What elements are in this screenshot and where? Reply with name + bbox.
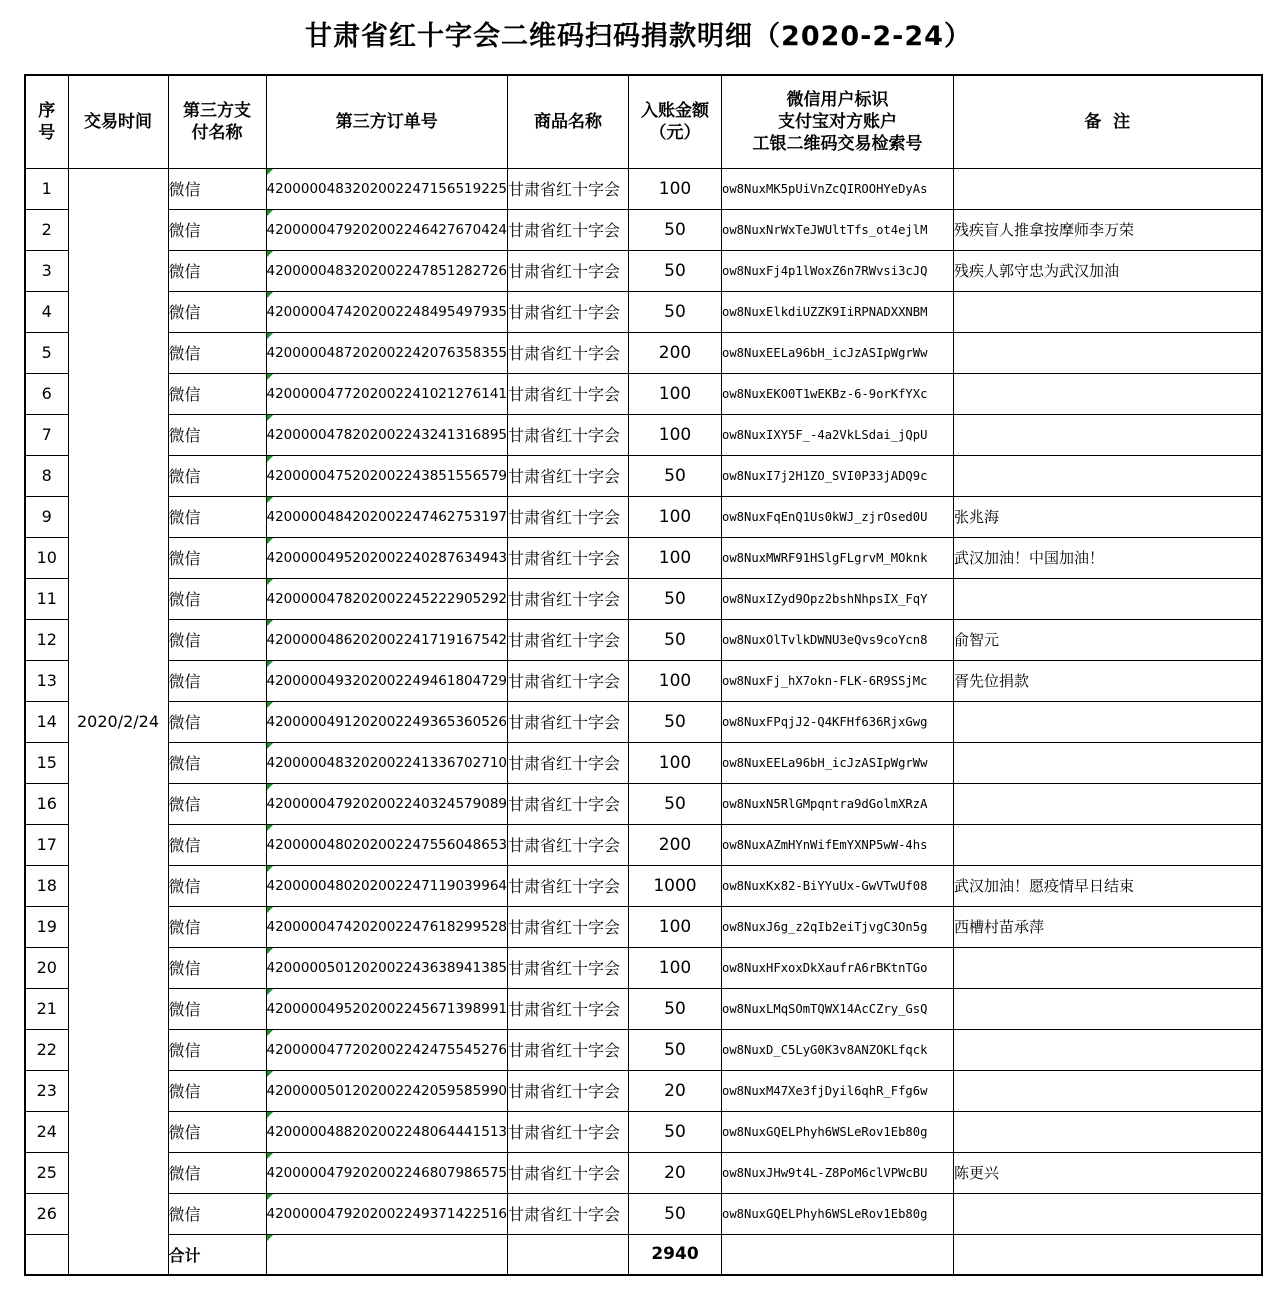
note	[954, 1070, 1262, 1111]
user-id: ow8NuxLMqSOmTQWX14AcCZry_GsQ	[722, 988, 954, 1029]
table-row	[25, 209, 1262, 250]
order-number: 4200000501202002243638941385	[266, 947, 508, 988]
table-row	[25, 947, 1262, 988]
total-user-empty	[722, 1234, 954, 1275]
user-id: ow8NuxFPqjJ2-Q4KFHf636RjxGwg	[722, 701, 954, 742]
table-row	[25, 660, 1262, 701]
note	[954, 373, 1262, 414]
payment-method: 微信	[168, 660, 266, 701]
note: 残疾人郭守忠为武汉加油	[954, 250, 1262, 291]
amount: 100	[629, 947, 722, 988]
product-name: 甘肃省红十字会	[508, 168, 629, 209]
amount: 50	[629, 619, 722, 660]
user-id: ow8NuxFj4p1lWoxZ6n7RWvsi3cJQ	[722, 250, 954, 291]
note	[954, 988, 1262, 1029]
product-name: 甘肃省红十字会	[508, 1029, 629, 1070]
order-number: 4200000491202002249365360526	[266, 701, 508, 742]
table-row	[25, 578, 1262, 619]
table-row	[25, 824, 1262, 865]
product-name: 甘肃省红十字会	[508, 865, 629, 906]
row-index: 20	[25, 947, 68, 988]
order-number: 4200000493202002249461804729	[266, 660, 508, 701]
amount: 50	[629, 1111, 722, 1152]
note	[954, 824, 1262, 865]
row-index: 5	[25, 332, 68, 373]
payment-method: 微信	[168, 291, 266, 332]
table-row	[25, 373, 1262, 414]
user-id: ow8NuxM47Xe3fjDyil6qhR_Ffg6w	[722, 1070, 954, 1111]
payment-method: 微信	[168, 1193, 266, 1234]
note: 武汉加油！中国加油！	[954, 537, 1262, 578]
product-name: 甘肃省红十字会	[508, 1111, 629, 1152]
table-row	[25, 865, 1262, 906]
note	[954, 332, 1262, 373]
product-name: 甘肃省红十字会	[508, 619, 629, 660]
table-row	[25, 1070, 1262, 1111]
amount: 100	[629, 496, 722, 537]
table-row	[25, 701, 1262, 742]
product-name: 甘肃省红十字会	[508, 783, 629, 824]
amount: 100	[629, 414, 722, 455]
user-id: ow8NuxIZyd9Opz2bshNhpsIX_FqY	[722, 578, 954, 619]
amount: 50	[629, 455, 722, 496]
user-id: ow8NuxKx82-BiYYuUx-GwVTwUf08	[722, 865, 954, 906]
note	[954, 701, 1262, 742]
product-name: 甘肃省红十字会	[508, 578, 629, 619]
table-row	[25, 906, 1262, 947]
product-name: 甘肃省红十字会	[508, 373, 629, 414]
user-id: ow8NuxI7j2H1ZO_SVI0P33jADQ9c	[722, 455, 954, 496]
user-id: ow8NuxNrWxTeJWUltTfs_ot4ejlM	[722, 209, 954, 250]
row-index: 6	[25, 373, 68, 414]
user-id: ow8NuxEKO0T1wEKBz-6-9orKfYXc	[722, 373, 954, 414]
row-index: 23	[25, 1070, 68, 1111]
row-index: 25	[25, 1152, 68, 1193]
product-name: 甘肃省红十字会	[508, 414, 629, 455]
order-number: 4200000483202002247851282726	[266, 250, 508, 291]
page-title: 甘肃省红十字会二维码扫码捐款明细（2020-2-24）	[305, 21, 972, 52]
note	[954, 168, 1262, 209]
product-name: 甘肃省红十字会	[508, 660, 629, 701]
table-row	[25, 619, 1262, 660]
amount: 100	[629, 537, 722, 578]
amount: 200	[629, 824, 722, 865]
amount: 50	[629, 783, 722, 824]
user-id: ow8NuxJ6g_z2qIb2eiTjvgC3On5g	[722, 906, 954, 947]
row-index: 11	[25, 578, 68, 619]
user-id: ow8NuxGQELPhyh6WSLeRov1Eb80g	[722, 1111, 954, 1152]
row-index: 2	[25, 209, 68, 250]
total-note-empty	[954, 1234, 1262, 1275]
note	[954, 783, 1262, 824]
total-product-empty	[508, 1234, 629, 1275]
amount: 50	[629, 701, 722, 742]
row-index: 22	[25, 1029, 68, 1070]
row-index: 24	[25, 1111, 68, 1152]
amount: 50	[629, 209, 722, 250]
table-row	[25, 168, 1262, 209]
table-row	[25, 783, 1262, 824]
payment-method: 微信	[168, 1111, 266, 1152]
product-name: 甘肃省红十字会	[508, 209, 629, 250]
row-index: 3	[25, 250, 68, 291]
payment-method: 微信	[168, 455, 266, 496]
amount: 1000	[629, 865, 722, 906]
product-name: 甘肃省红十字会	[508, 701, 629, 742]
row-index: 12	[25, 619, 68, 660]
header-user-line3: 工银二维码交易检索号	[752, 133, 923, 154]
product-name: 甘肃省红十字会	[508, 1193, 629, 1234]
user-id: ow8NuxHFxoxDkXaufrA6rBKtnTGo	[722, 947, 954, 988]
amount: 50	[629, 250, 722, 291]
table-row	[25, 496, 1262, 537]
row-index: 15	[25, 742, 68, 783]
row-index: 7	[25, 414, 68, 455]
payment-method: 微信	[168, 1070, 266, 1111]
note	[954, 742, 1262, 783]
table-row	[25, 1152, 1262, 1193]
note: 俞智元	[954, 619, 1262, 660]
header-row	[25, 75, 1262, 168]
payment-method: 微信	[168, 1152, 266, 1193]
user-id: ow8NuxOlTvlkDWNU3eQvs9coYcn8	[722, 619, 954, 660]
product-name: 甘肃省红十字会	[508, 947, 629, 988]
table-row	[25, 291, 1262, 332]
order-number: 4200000479202002240324579089	[266, 783, 508, 824]
header-product: 商品名称	[508, 75, 629, 168]
payment-method: 微信	[168, 250, 266, 291]
user-id: ow8NuxElkdiUZZK9IiRPNADXXNBM	[722, 291, 954, 332]
amount: 200	[629, 332, 722, 373]
header-pay: 第三方支付名称	[168, 75, 266, 168]
header-note: 备 注	[954, 75, 1262, 168]
row-index: 19	[25, 906, 68, 947]
product-name: 甘肃省红十字会	[508, 1070, 629, 1111]
table-row	[25, 455, 1262, 496]
payment-method: 微信	[168, 988, 266, 1029]
note	[954, 947, 1262, 988]
payment-method: 微信	[168, 619, 266, 660]
payment-method: 微信	[168, 168, 266, 209]
payment-method: 微信	[168, 783, 266, 824]
row-index: 1	[25, 168, 68, 209]
note	[954, 455, 1262, 496]
amount: 20	[629, 1070, 722, 1111]
payment-method: 微信	[168, 742, 266, 783]
product-name: 甘肃省红十字会	[508, 496, 629, 537]
user-id: ow8NuxD_C5LyG0K3v8ANZOKLfqck	[722, 1029, 954, 1070]
amount: 100	[629, 742, 722, 783]
user-id: ow8NuxMWRF91HSlgFLgrvM_MOknk	[722, 537, 954, 578]
order-number: 4200000478202002245222905292	[266, 578, 508, 619]
amount: 50	[629, 578, 722, 619]
payment-method: 微信	[168, 947, 266, 988]
order-number: 4200000501202002242059585990	[266, 1070, 508, 1111]
table-row	[25, 1111, 1262, 1152]
order-number: 4200000479202002249371422516	[266, 1193, 508, 1234]
payment-method: 微信	[168, 209, 266, 250]
table-row	[25, 1193, 1262, 1234]
amount: 50	[629, 291, 722, 332]
note: 陈更兴	[954, 1152, 1262, 1193]
order-number: 4200000475202002243851556579	[266, 455, 508, 496]
total-order-empty	[266, 1234, 508, 1275]
amount: 50	[629, 988, 722, 1029]
order-number: 4200000495202002240287634943	[266, 537, 508, 578]
order-number: 4200000480202002247556048653	[266, 824, 508, 865]
order-number: 4200000486202002241719167542	[266, 619, 508, 660]
product-name: 甘肃省红十字会	[508, 291, 629, 332]
product-name: 甘肃省红十字会	[508, 906, 629, 947]
order-number: 4200000479202002246807986575	[266, 1152, 508, 1193]
note	[954, 1029, 1262, 1070]
product-name: 甘肃省红十字会	[508, 1152, 629, 1193]
table-row	[25, 537, 1262, 578]
payment-method: 微信	[168, 414, 266, 455]
note: 武汉加油！愿疫情早日结束	[954, 865, 1262, 906]
transaction-date: 2020/2/24	[68, 168, 168, 1275]
user-id: ow8NuxGQELPhyh6WSLeRov1Eb80g	[722, 1193, 954, 1234]
user-id: ow8NuxJHw9t4L-Z8PoM6clVPWcBU	[722, 1152, 954, 1193]
note: 胥先位捐款	[954, 660, 1262, 701]
user-id: ow8NuxIXY5F_-4a2VkLSdai_jQpU	[722, 414, 954, 455]
amount: 100	[629, 168, 722, 209]
table-row	[25, 250, 1262, 291]
table-row	[25, 414, 1262, 455]
product-name: 甘肃省红十字会	[508, 332, 629, 373]
payment-method: 微信	[168, 701, 266, 742]
row-index: 13	[25, 660, 68, 701]
amount: 100	[629, 906, 722, 947]
product-name: 甘肃省红十字会	[508, 824, 629, 865]
payment-method: 微信	[168, 906, 266, 947]
payment-method: 微信	[168, 1029, 266, 1070]
payment-method: 微信	[168, 865, 266, 906]
row-index: 10	[25, 537, 68, 578]
payment-method: 微信	[168, 496, 266, 537]
note	[954, 414, 1262, 455]
payment-method: 微信	[168, 373, 266, 414]
header-user	[722, 75, 954, 168]
order-number: 4200000488202002248064441513	[266, 1111, 508, 1152]
order-number: 4200000474202002247618299528	[266, 906, 508, 947]
product-name: 甘肃省红十字会	[508, 250, 629, 291]
note: 残疾盲人推拿按摩师李万荣	[954, 209, 1262, 250]
row-index: 16	[25, 783, 68, 824]
order-number: 4200000477202002241021276141	[266, 373, 508, 414]
user-id: ow8NuxMK5pUiVnZcQIROOHYeDyAs	[722, 168, 954, 209]
table-row	[25, 332, 1262, 373]
table-row	[25, 988, 1262, 1029]
row-index: 17	[25, 824, 68, 865]
user-id: ow8NuxFqEnQ1Us0kWJ_zjrOsed0U	[722, 496, 954, 537]
order-number: 4200000483202002247156519225	[266, 168, 508, 209]
row-index: 4	[25, 291, 68, 332]
table-row	[25, 742, 1262, 783]
product-name: 甘肃省红十字会	[508, 455, 629, 496]
row-index: 21	[25, 988, 68, 1029]
table-row	[25, 1029, 1262, 1070]
user-id: ow8NuxEELa96bH_icJzASIpWgrWw	[722, 742, 954, 783]
order-number: 4200000474202002248495497935	[266, 291, 508, 332]
user-id: ow8NuxAZmHYnWifEmYXNP5wW-4hs	[722, 824, 954, 865]
header-order: 第三方订单号	[266, 75, 508, 168]
row-index: 18	[25, 865, 68, 906]
row-index: 9	[25, 496, 68, 537]
header-time: 交易时间	[68, 75, 168, 168]
total-label: 合计	[168, 1234, 266, 1275]
total-index-empty	[25, 1234, 68, 1275]
product-name: 甘肃省红十字会	[508, 537, 629, 578]
product-name: 甘肃省红十字会	[508, 742, 629, 783]
payment-method: 微信	[168, 824, 266, 865]
row-index: 14	[25, 701, 68, 742]
payment-method: 微信	[168, 578, 266, 619]
note: 西槽村苗承萍	[954, 906, 1262, 947]
order-number: 4200000487202002242076358355	[266, 332, 508, 373]
total-amount: 2940	[629, 1234, 722, 1275]
user-id: ow8NuxN5RlGMpqntra9dGolmXRzA	[722, 783, 954, 824]
amount: 100	[629, 660, 722, 701]
amount: 50	[629, 1029, 722, 1070]
donation-table	[24, 74, 1263, 1276]
user-id: ow8NuxEELa96bH_icJzASIpWgrWw	[722, 332, 954, 373]
note: 张兆海	[954, 496, 1262, 537]
note	[954, 291, 1262, 332]
row-index: 26	[25, 1193, 68, 1234]
note	[954, 578, 1262, 619]
order-number: 4200000484202002247462753197	[266, 496, 508, 537]
payment-method: 微信	[168, 537, 266, 578]
header-index: 序号	[25, 75, 68, 168]
amount: 100	[629, 373, 722, 414]
product-name: 甘肃省红十字会	[508, 988, 629, 1029]
order-number: 4200000480202002247119039964	[266, 865, 508, 906]
header-amount: 入账金额（元）	[629, 75, 722, 168]
order-number: 4200000495202002245671398991	[266, 988, 508, 1029]
total-row	[25, 1234, 1262, 1275]
header-user-line1: 微信用户标识	[786, 89, 889, 110]
note	[954, 1111, 1262, 1152]
amount: 20	[629, 1152, 722, 1193]
payment-method: 微信	[168, 332, 266, 373]
order-number: 4200000479202002246427670424	[266, 209, 508, 250]
header-user-line2: 支付宝对方账户	[778, 111, 897, 132]
note	[954, 1193, 1262, 1234]
amount: 50	[629, 1193, 722, 1234]
order-number: 4200000483202002241336702710	[266, 742, 508, 783]
order-number: 4200000478202002243241316895	[266, 414, 508, 455]
order-number: 4200000477202002242475545276	[266, 1029, 508, 1070]
user-id: ow8NuxFj_hX7okn-FLK-6R9SSjMc	[722, 660, 954, 701]
row-index: 8	[25, 455, 68, 496]
